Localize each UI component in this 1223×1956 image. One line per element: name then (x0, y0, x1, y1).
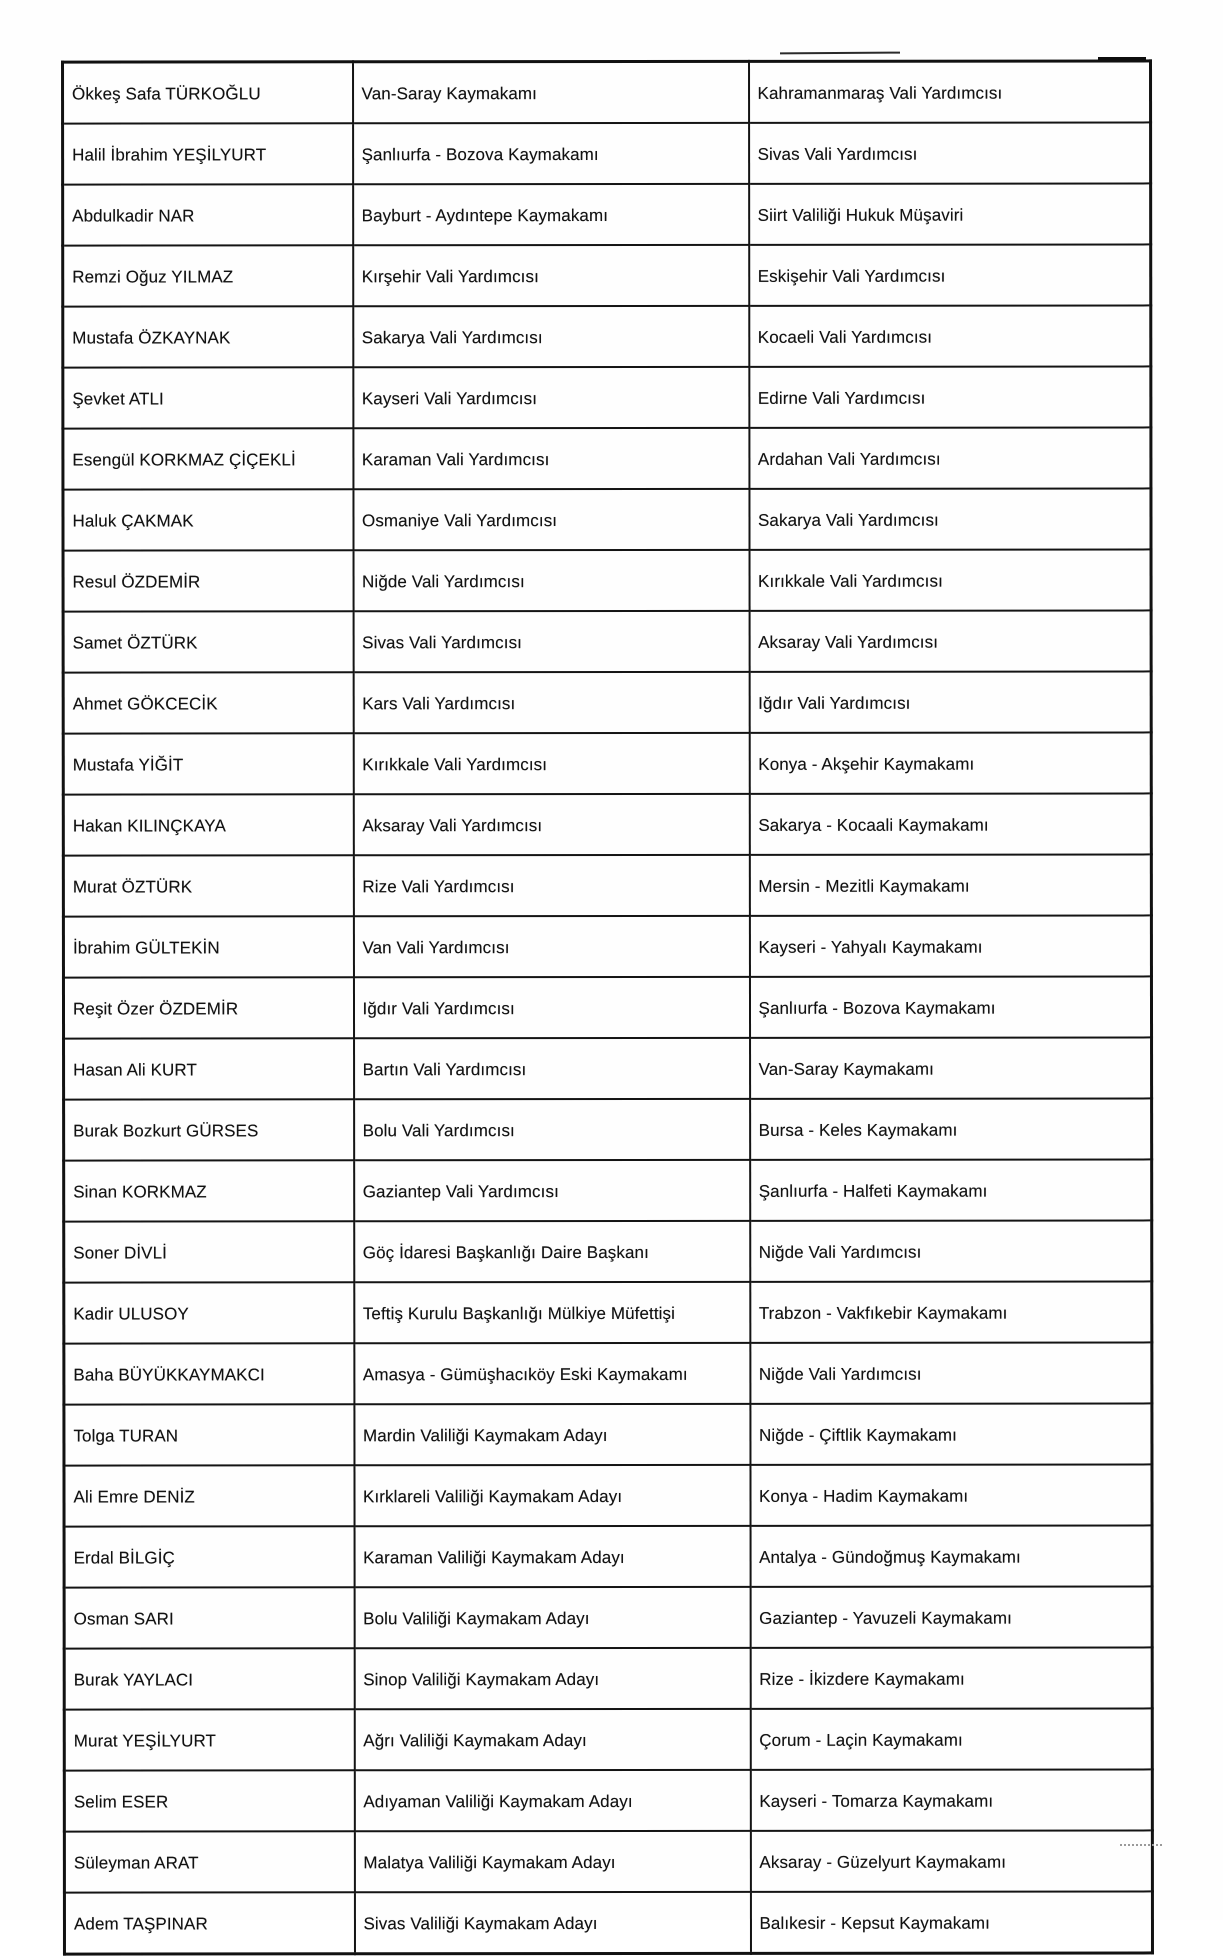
cell-current-position: Bartın Vali Yardımcısı (354, 1038, 750, 1099)
cell-current-position: Karaman Valiliği Kaymakam Adayı (354, 1526, 750, 1587)
scan-artifact-dots (1120, 1844, 1162, 1846)
table-row (64, 1098, 1152, 1160)
cell-current-position: Bolu Valiliği Kaymakam Adayı (354, 1587, 750, 1648)
table-row (64, 1220, 1152, 1282)
cell-new-position: Bursa - Keles Kaymakamı (750, 1098, 1152, 1159)
cell-current-position: Sinop Valiliği Kaymakam Adayı (354, 1648, 750, 1709)
cell-name: Tolga TURAN (64, 1404, 354, 1465)
cell-name: Resul ÖZDEMİR (63, 550, 353, 611)
cell-new-position: Balıkesir - Kepsut Kaymakamı (750, 1891, 1152, 1953)
cell-new-position: Mersin - Mezitli Kaymakamı (749, 854, 1151, 915)
cell-new-position: Çorum - Laçin Kaymakamı (750, 1708, 1152, 1769)
cell-current-position: Kırıkkale Vali Yardımcısı (353, 733, 749, 794)
cell-current-position: Sivas Valiliği Kaymakam Adayı (354, 1892, 750, 1954)
cell-current-position: Teftiş Kurulu Başkanlığı Mülkiye Müfettişi (354, 1282, 750, 1343)
cell-current-position: Kayseri Vali Yardımcısı (353, 367, 749, 428)
cell-name: Murat ÖZTÜRK (63, 855, 353, 916)
table-row (63, 122, 1151, 184)
assignment-table-body (63, 61, 1153, 1954)
cell-current-position: Ağrı Valiliği Kaymakam Adayı (354, 1709, 750, 1770)
table-row (64, 1037, 1152, 1099)
cell-name: Sinan KORKMAZ (64, 1160, 354, 1221)
table-row (63, 976, 1151, 1038)
table-row (63, 732, 1151, 794)
table-row (63, 366, 1151, 428)
cell-new-position: Eskişehir Vali Yardımcısı (749, 244, 1151, 305)
cell-new-position: Edirne Vali Yardımcısı (749, 366, 1151, 427)
cell-name: Osman SARI (64, 1587, 354, 1648)
assignment-table (61, 59, 1154, 1955)
cell-new-position: Sakarya - Kocaali Kaymakamı (749, 793, 1151, 854)
cell-current-position: Şanlıurfa - Bozova Kaymakamı (353, 123, 749, 184)
cell-name: Ali Emre DENİZ (64, 1465, 354, 1526)
cell-name: Erdal BİLGİÇ (64, 1526, 354, 1587)
cell-new-position: Niğde - Çiftlik Kaymakamı (750, 1403, 1152, 1464)
cell-current-position: Kırklareli Valiliği Kaymakam Adayı (354, 1465, 750, 1526)
cell-name: Selim ESER (64, 1770, 354, 1831)
cell-name: Süleyman ARAT (64, 1831, 354, 1892)
cell-new-position: Niğde Vali Yardımcısı (750, 1342, 1152, 1403)
cell-name: Burak YAYLACI (64, 1648, 354, 1709)
cell-new-position: Iğdır Vali Yardımcısı (749, 671, 1151, 732)
cell-current-position: Sakarya Vali Yardımcısı (353, 306, 749, 367)
cell-current-position: Osmaniye Vali Yardımcısı (353, 489, 749, 550)
cell-name: Remzi Oğuz YILMAZ (63, 245, 353, 306)
cell-new-position: Sakarya Vali Yardımcısı (749, 488, 1151, 549)
cell-current-position: Rize Vali Yardımcısı (353, 855, 749, 916)
cell-name: Esengül KORKMAZ ÇİÇEKLİ (63, 428, 353, 489)
cell-name: Murat YEŞİLYURT (64, 1709, 354, 1770)
cell-current-position: Bolu Vali Yardımcısı (354, 1099, 750, 1160)
cell-current-position: Van-Saray Kaymakamı (353, 61, 749, 123)
cell-name: Reşit Özer ÖZDEMİR (63, 977, 353, 1038)
cell-current-position: Niğde Vali Yardımcısı (353, 550, 749, 611)
cell-current-position: Kars Vali Yardımcısı (353, 672, 749, 733)
table-row (63, 549, 1151, 611)
table-row (63, 915, 1151, 977)
cell-new-position: Rize - İkizdere Kaymakamı (750, 1647, 1152, 1708)
cell-new-position: Gaziantep - Yavuzeli Kaymakamı (750, 1586, 1152, 1647)
table-row (63, 854, 1151, 916)
cell-new-position: Kayseri - Tomarza Kaymakamı (750, 1769, 1152, 1830)
cell-name: Samet ÖZTÜRK (63, 611, 353, 672)
cell-new-position: Şanlıurfa - Halfeti Kaymakamı (750, 1159, 1152, 1220)
cell-current-position: Bayburt - Aydıntepe Kaymakamı (353, 184, 749, 245)
table-row (64, 1525, 1152, 1587)
scan-artifact-line (1098, 57, 1146, 60)
cell-new-position: Sivas Vali Yardımcısı (749, 122, 1151, 183)
cell-new-position: Aksaray Vali Yardımcısı (749, 610, 1151, 671)
cell-name: Şevket ATLI (63, 367, 353, 428)
cell-current-position: Gaziantep Vali Yardımcısı (354, 1160, 750, 1221)
cell-current-position: Göç İdaresi Başkanlığı Daire Başkanı (354, 1221, 750, 1282)
cell-new-position: Antalya - Gündoğmuş Kaymakamı (750, 1525, 1152, 1586)
table-row (64, 1708, 1152, 1770)
cell-current-position: Mardin Valiliği Kaymakam Adayı (354, 1404, 750, 1465)
table-row (64, 1586, 1152, 1648)
cell-new-position: Kırıkkale Vali Yardımcısı (749, 549, 1151, 610)
cell-current-position: Sivas Vali Yardımcısı (353, 611, 749, 672)
table-row (64, 1769, 1152, 1831)
cell-new-position: Şanlıurfa - Bozova Kaymakamı (749, 976, 1151, 1037)
cell-name: Halil İbrahim YEŞİLYURT (63, 123, 353, 184)
cell-new-position: Van-Saray Kaymakamı (750, 1037, 1152, 1098)
cell-name: Soner DİVLİ (64, 1221, 354, 1282)
table-row (63, 610, 1151, 672)
scan-artifact-line (780, 52, 900, 55)
table-row (63, 244, 1151, 306)
cell-name: Haluk ÇAKMAK (63, 489, 353, 550)
cell-current-position: Adıyaman Valiliği Kaymakam Adayı (354, 1770, 750, 1831)
cell-new-position: Niğde Vali Yardımcısı (750, 1220, 1152, 1281)
cell-name: Burak Bozkurt GÜRSES (64, 1099, 354, 1160)
table-row (63, 488, 1151, 550)
cell-name: Abdulkadir NAR (63, 184, 353, 245)
table-row (63, 793, 1151, 855)
cell-current-position: Malatya Valiliği Kaymakam Adayı (354, 1831, 750, 1892)
cell-name: Baha BÜYÜKKAYMAKCI (64, 1343, 354, 1404)
cell-name: İbrahim GÜLTEKİN (63, 916, 353, 977)
cell-new-position: Aksaray - Güzelyurt Kaymakamı (750, 1830, 1152, 1891)
cell-name: Mustafa ÖZKAYNAK (63, 306, 353, 367)
cell-new-position: Siirt Valiliği Hukuk Müşaviri (749, 183, 1151, 244)
cell-new-position: Konya - Hadim Kaymakamı (750, 1464, 1152, 1525)
cell-new-position: Konya - Akşehir Kaymakamı (749, 732, 1151, 793)
table-row (63, 183, 1151, 245)
cell-new-position: Kocaeli Vali Yardımcısı (749, 305, 1151, 366)
cell-new-position: Kahramanmaraş Vali Yardımcısı (749, 61, 1151, 123)
cell-current-position: Aksaray Vali Yardımcısı (353, 794, 749, 855)
cell-new-position: Trabzon - Vakfıkebir Kaymakamı (750, 1281, 1152, 1342)
table-row (64, 1647, 1152, 1709)
cell-name: Hasan Ali KURT (64, 1038, 354, 1099)
table-row (64, 1342, 1152, 1404)
cell-name: Ökkeş Safa TÜRKOĞLU (63, 62, 353, 124)
table-row (64, 1403, 1152, 1465)
cell-current-position: Karaman Vali Yardımcısı (353, 428, 749, 489)
table-row (64, 1830, 1152, 1892)
table-row (64, 1159, 1152, 1221)
table-row (63, 61, 1151, 124)
cell-name: Mustafa YİĞİT (63, 733, 353, 794)
table-row (63, 671, 1151, 733)
cell-current-position: Van Vali Yardımcısı (353, 916, 749, 977)
cell-name: Ahmet GÖKCECİK (63, 672, 353, 733)
cell-current-position: Iğdır Vali Yardımcısı (353, 977, 749, 1038)
table-row (63, 427, 1151, 489)
cell-current-position: Kırşehir Vali Yardımcısı (353, 245, 749, 306)
table-row (63, 305, 1151, 367)
table-row (64, 1281, 1152, 1343)
cell-current-position: Amasya - Gümüşhacıköy Eski Kaymakamı (354, 1343, 750, 1404)
cell-new-position: Ardahan Vali Yardımcısı (749, 427, 1151, 488)
table-row (64, 1891, 1152, 1954)
cell-new-position: Kayseri - Yahyalı Kaymakamı (749, 915, 1151, 976)
cell-name: Adem TAŞPINAR (64, 1892, 354, 1954)
cell-name: Hakan KILINÇKAYA (63, 794, 353, 855)
table-row (64, 1464, 1152, 1526)
cell-name: Kadir ULUSOY (64, 1282, 354, 1343)
